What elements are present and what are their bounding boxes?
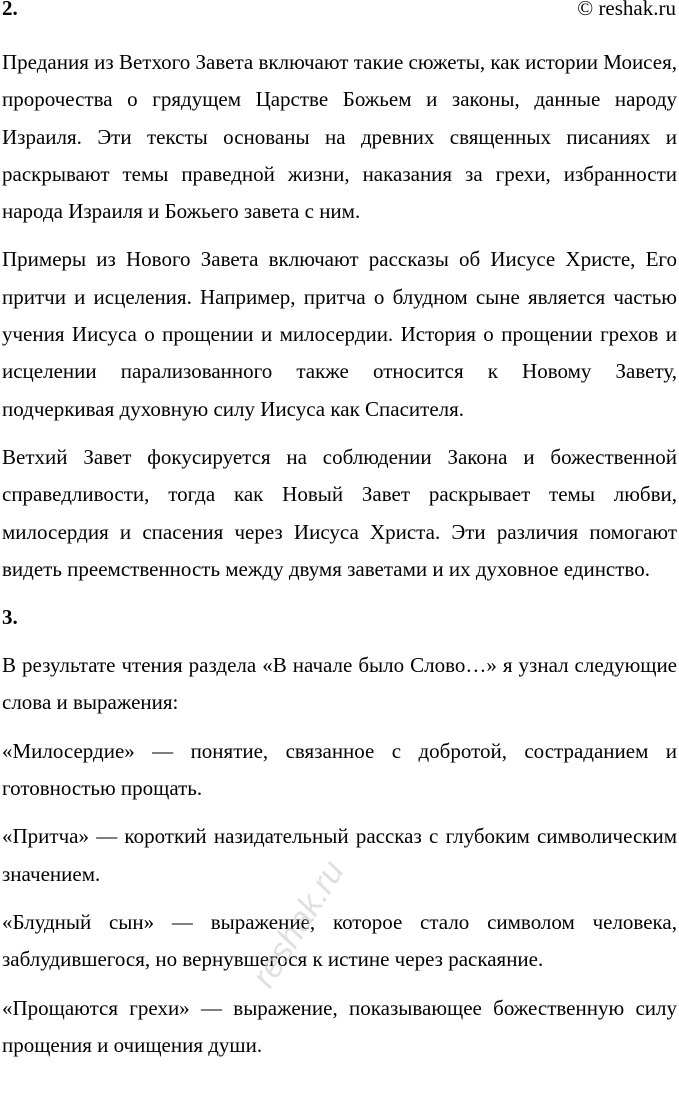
paragraph-pritcha: «Притча» — короткий назидательный рассказ с глубоким символическим значением. <box>2 824 677 886</box>
paragraph-proshchayutsya-grekhi: «Прощаются грехи» — выражение, показывающее божественную силу прощения и очищения души. <box>2 995 677 1057</box>
section-number-3: 3. <box>2 605 18 630</box>
paragraph-intro: В результате чтения раздела «В начале было Слово…» я узнал следующие слова и выражения: <box>2 653 677 715</box>
document-body <box>2 44 677 1075</box>
section-number-2: 2. <box>2 0 18 20</box>
paragraph-bludny-syn: «Блудный сын» — выражение, которое стало символом человека, заблудившегося, но вернувшегося к истине через раскаяние. <box>2 909 677 972</box>
paragraph-new-testament: Примеры из Нового Завета включают рассказы об Иисусе Христе, Его притчи и исцеления. Например, притча о блудном сыне является частью учения Иисуса о прощении и милосердии. История о прощении грехов и исцелении парализованного также относится к Новому Завету, подчеркивая духовную силу Иисуса как Спасителя. <box>2 247 677 421</box>
paragraph-comparison: Ветхий Завет фокусируется на соблюдении Закона и божественной справедливости, тогда как Новый Завет раскрывает темы любви, милосердия и спасения через Иисуса Христа. Эти различия помогают видеть преемственность между двумя заветами и их духовное единство. <box>2 444 677 581</box>
site-credit[interactable]: © reshak.ru <box>577 0 676 20</box>
paragraph-miloserdie: «Милосердие» — понятие, связанное с добротой, состраданием и готовностью прощать. <box>2 738 677 801</box>
svg-text:reshak.ru: reshak.ru <box>244 853 352 995</box>
paragraph-old-testament: Предания из Ветхого Завета включают такие сюжеты, как истории Моисея, пророчества о грядущем Царстве Божьем и законы, данные народу Израиля. Эти тексты основаны на древних священных писаниях и раскрывают темы праведной жизни, наказания за грехи, избранности народа Израиля и Божьего завета с ним. <box>2 50 677 224</box>
